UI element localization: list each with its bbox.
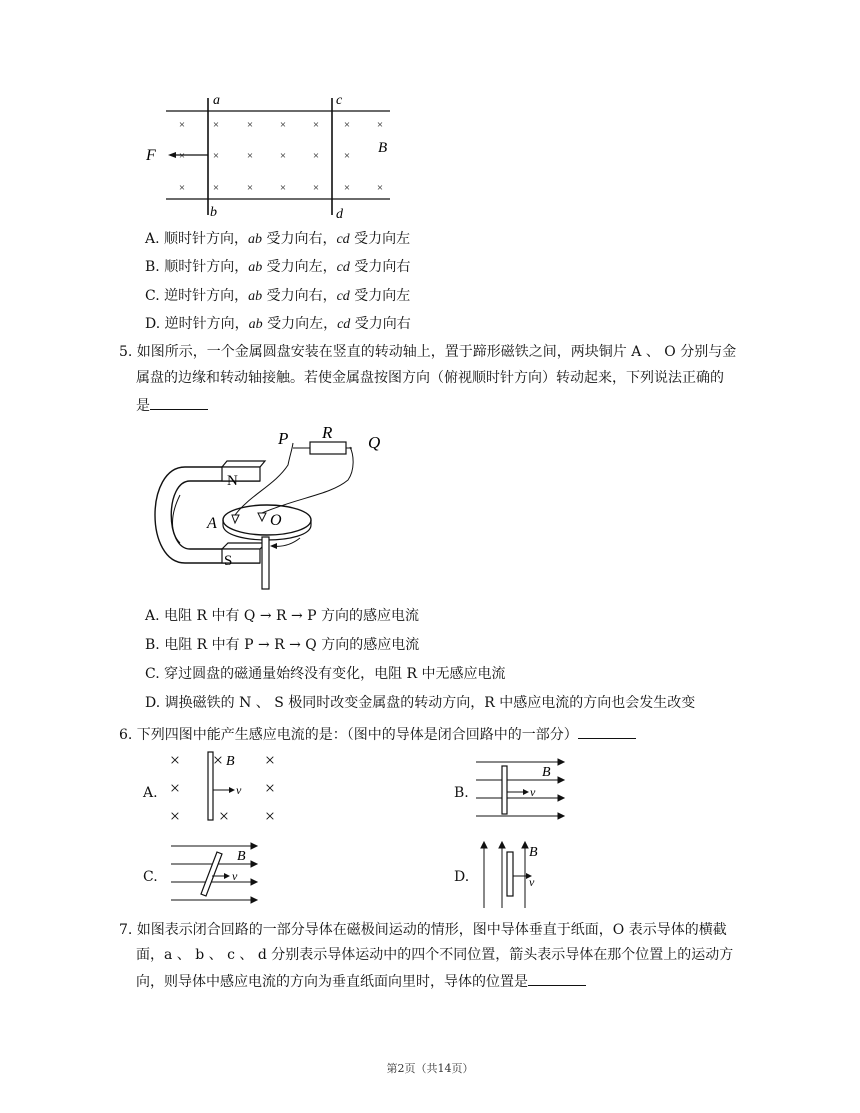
q5-option-d: D. 调换磁铁的 N 、 S 极同时改变金属盘的转动方向，R 中感应电流的方向也会发生改变 (145, 695, 696, 711)
q4-option-c: C. 逆时针方向，ab 受力向右，cd 受力向左 (145, 288, 411, 304)
svg-text:×: × (343, 182, 351, 194)
q6-label-c: C. (143, 869, 158, 885)
answer-blank (578, 724, 636, 739)
label-B: B (529, 845, 538, 860)
svg-text:×: × (178, 150, 186, 162)
svg-text:×: × (246, 150, 254, 162)
svg-text:×: × (212, 182, 220, 194)
q6-label-b: B. (454, 785, 469, 801)
q5-option-b: B. 电阻 R 中有 P → R → Q 方向的感应电流 (145, 637, 420, 653)
q5-stem-line2: 属盘的边缘和转动轴接触。若使金属盘按图方向（俯视顺时针方向）转动起来，下列说法正确的 (136, 370, 724, 386)
q6-figure-b (470, 752, 570, 827)
svg-text:×: × (169, 778, 181, 798)
svg-text:×: × (264, 806, 276, 826)
label-P: P (278, 429, 289, 448)
q5-stem-line3: 是 (136, 395, 208, 416)
q6-stem: 6. 下列四图中能产生感应电流的是：（图中的导体是闭合回路中的一部分） (119, 724, 636, 745)
svg-text:×: × (343, 119, 351, 131)
answer-blank (150, 395, 208, 410)
figure-magnet-disk (140, 425, 400, 595)
q6-figure-c (165, 838, 265, 908)
q4-option-a: A. 顺时针方向，ab 受力向右，cd 受力向左 (145, 231, 411, 247)
svg-text:×: × (218, 806, 230, 826)
svg-text:×: × (279, 150, 287, 162)
q7-stem-line3: 向，则导体中感应电流的方向为垂直纸面向里时，导体的位置是 (136, 971, 586, 992)
svg-text:×: × (246, 182, 254, 194)
answer-blank (528, 971, 586, 986)
label-F: F (146, 147, 156, 164)
svg-text:×: × (376, 182, 384, 194)
label-c: c (336, 93, 343, 108)
svg-text:×: × (312, 182, 320, 194)
figure-rails-field (140, 90, 410, 225)
q5-option-a: A. 电阻 R 中有 Q → R → P 方向的感应电流 (145, 608, 420, 624)
q6-label-a: A. (143, 785, 158, 801)
label-B: B (226, 754, 235, 769)
q5-stem-line1: 5. 如图所示，一个金属圆盘安装在竖直的转动轴上，置于蹄形磁铁之间，两块铜片 A 、 O 分别与金 (119, 344, 737, 360)
svg-text:×: × (312, 119, 320, 131)
q6-figure-d (475, 838, 555, 910)
label-O: O (270, 512, 282, 529)
label-v: v (232, 869, 238, 883)
page-footer: 第2页（共14页） (386, 1062, 474, 1075)
svg-text:×: × (279, 182, 287, 194)
label-B: B (542, 765, 551, 780)
q4-option-d: D. 逆时针方向，ab 受力向左，cd 受力向右 (145, 316, 411, 332)
svg-text:×: × (376, 119, 384, 131)
label-R: R (322, 425, 333, 442)
svg-text:×: × (178, 182, 186, 194)
q7-stem-line1: 7. 如图表示闭合回路的一部分导体在磁极间运动的情形，图中导体垂直于纸面，O 表示导体的横截 (119, 922, 727, 938)
svg-text:×: × (169, 806, 181, 826)
label-v: v (529, 875, 535, 889)
q4-option-b: B. 顺时针方向，ab 受力向左，cd 受力向右 (145, 259, 411, 275)
label-S: S (224, 553, 233, 569)
svg-text:×: × (279, 119, 287, 131)
svg-text:×: × (264, 750, 276, 770)
label-B: B (378, 140, 388, 156)
svg-text:×: × (246, 119, 254, 131)
label-B: B (237, 849, 246, 864)
label-v: v (236, 783, 242, 797)
label-Q: Q (368, 433, 381, 452)
label-a: a (213, 93, 220, 108)
svg-text:×: × (343, 150, 351, 162)
label-v: v (530, 785, 536, 799)
svg-text:×: × (264, 778, 276, 798)
label-N: N (227, 473, 238, 489)
svg-text:×: × (169, 750, 181, 770)
q6-figure-a (160, 748, 290, 828)
svg-text:×: × (312, 150, 320, 162)
label-d: d (336, 207, 343, 222)
q7-stem-line2: 面，a 、 b 、 c 、 d 分别表示导体运动中的四个不同位置，箭头表示导体在那个位置上的运动方 (136, 947, 734, 963)
svg-text:×: × (212, 119, 220, 131)
svg-text:×: × (212, 750, 224, 770)
svg-text:×: × (212, 150, 220, 162)
q6-label-d: D. (454, 869, 470, 885)
q5-option-c: C. 穿过圆盘的磁通量始终没有变化，电阻 R 中无感应电流 (145, 666, 506, 682)
label-b: b (210, 205, 217, 220)
label-A: A (207, 515, 217, 532)
svg-text:×: × (178, 119, 186, 131)
